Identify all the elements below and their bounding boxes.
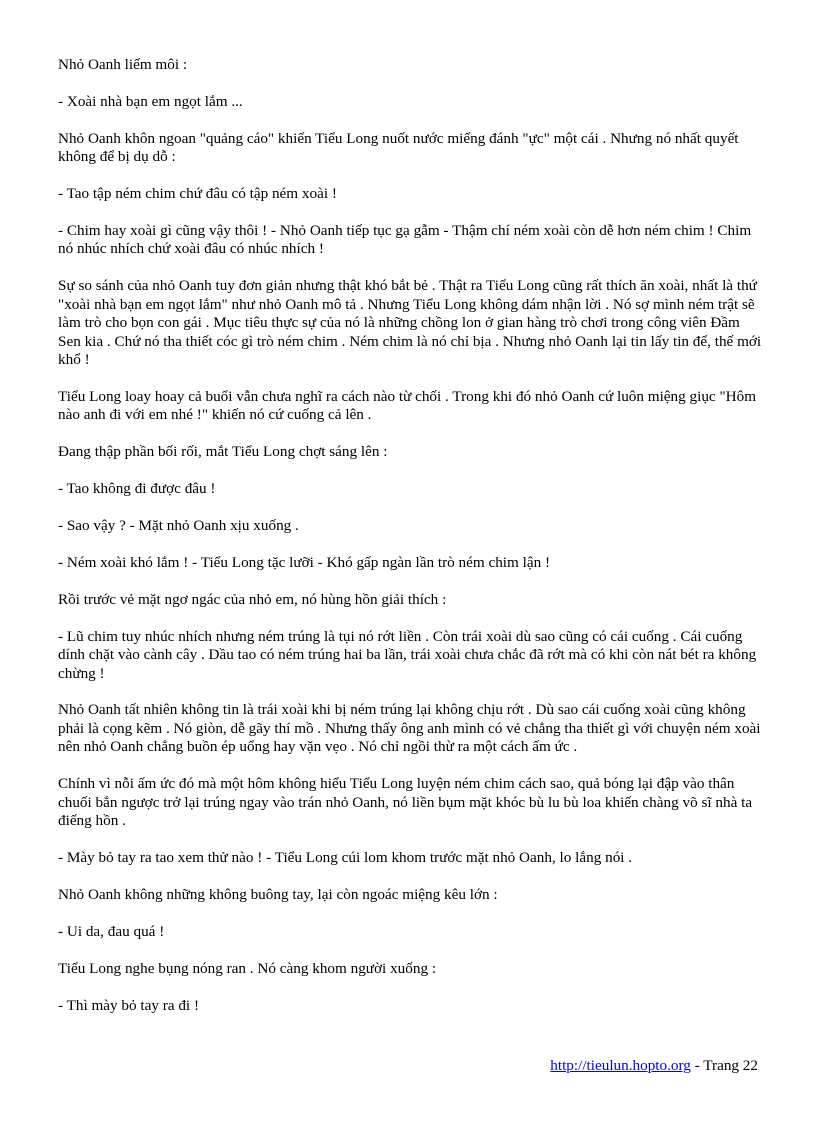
- paragraph: Nhỏ Oanh không những không buông tay, lại còn ngoác miệng kêu lớn :: [58, 885, 498, 903]
- paragraph: - Xoài nhà bạn em ngọt lắm ...: [58, 92, 243, 110]
- paragraph: - Tao tập ném chim chứ đâu có tập ném xoài !: [58, 185, 337, 203]
- source-link[interactable]: http://tieulun.hopto.org: [550, 1057, 691, 1074]
- page-number: - Trang 22: [690, 1057, 758, 1074]
- paragraph: - Mày bỏ tay ra tao xem thử nào ! - Tiểu Long cúi lom khom trước mặt nhỏ Oanh, lo lắng nói .: [58, 848, 633, 866]
- paragraph: - Lũ chim tuy nhúc nhích nhưng ném trúng là tụi nó rớt liền . Còn trái xoài dù sao cũng có cái cuống . Cái cuống dính chặt vào cành cây . Dầu tao có ném trúng hai ba lần, trái xoài chưa chắc đã rớt mà có khi còn nát bét ra không chừng !: [58, 627, 757, 682]
- paragraph: Sự so sánh của nhỏ Oanh tuy đơn giản nhưng thật khó bắt bẻ . Thật ra Tiểu Long cũng rất thích ăn xoài, nhất là thứ "xoài nhà bạn em ngọt lắm" như nhỏ Oanh mô tả . Nhưng Tiểu Long không dám nhận lời . Nó sợ mình ném trật sẽ làm trò cho bọn con gái . Mục tiêu thực sự của nó là những chồng lon ở gian hàng trò chơi trong công viên Đầm Sen kia . Chứ nó tha thiết cóc gì trò ném chim . Ném chim là nó chỉ bịa . Nhưng nhỏ Oanh lại tin lấy tin để, thế mới khổ !: [58, 277, 762, 368]
- paragraph: Nhỏ Oanh tất nhiên không tin là trái xoài khi bị ném trúng lại không chịu rớt . Dù sao cái cuống xoài cũng không phải là cọng kẽm . Nó giòn, dễ gãy thí mồ . Nhưng thấy ông anh mình có vẻ chẳng tha thiết gì với chuyện ném xoài nên nhỏ Oanh chẳng buồn ép uổng hay vặn vẹo . Nó chỉ ngồi thừ ra một cách ấm ức .: [58, 701, 761, 756]
- paragraph: Tiểu Long loay hoay cả buổi vẫn chưa nghĩ ra cách nào từ chối . Trong khi đó nhỏ Oanh cứ luôn miệng giục "Hôm nào anh đi với em nhé !" khiến nó cứ cuống cả lên .: [58, 387, 757, 424]
- paragraph: Rồi trước vẻ mặt ngơ ngác của nhỏ em, nó hùng hồn giải thích :: [58, 590, 447, 608]
- paragraph: - Tao không đi được đâu !: [58, 480, 216, 498]
- paragraph: Chính vì nỗi ấm ức đó mà một hôm không hiểu Tiểu Long luyện ném chim cách sao, quả bóng lại đập vào thân chuối bắn ngược trở lại trúng ngay vào trán nhỏ Oanh, nó liền bụm mặt khóc bù lu bù loa khiến chàng võ sĩ nhà ta điếng hồn .: [58, 775, 753, 829]
- paragraph: Đang thập phần bối rối, mắt Tiểu Long chợt sáng lên :: [58, 443, 388, 461]
- page-body: [58, 56, 763, 1033]
- paragraph: - Ui da, đau quá !: [58, 922, 165, 940]
- paragraph: Tiểu Long nghe bụng nóng ran . Nó càng khom người xuống :: [58, 959, 437, 977]
- paragraph: - Thì mày bỏ tay ra đi !: [58, 996, 200, 1014]
- paragraph: Nhỏ Oanh khôn ngoan "quảng cáo" khiến Tiểu Long nuốt nước miếng đánh "ực" một cái . Nhưng nó nhất quyết không để bị dụ dỗ :: [58, 129, 739, 166]
- paragraph: - Sao vậy ? - Mặt nhỏ Oanh xịu xuống .: [58, 517, 299, 534]
- paragraph: - Ném xoài khó lắm ! - Tiểu Long tặc lưỡi - Khó gấp ngàn lần trò ném chim lận !: [58, 553, 551, 571]
- paragraph: Nhỏ Oanh liếm môi :: [58, 56, 188, 73]
- page-footer: [550, 1057, 758, 1075]
- paragraph: - Chim hay xoài gì cũng vậy thôi ! - Nhỏ Oanh tiếp tục gạ gẫm - Thậm chí ném xoài còn dễ hơn ném chim ! Chim nó nhúc nhích chứ xoài đâu có nhúc nhích !: [58, 222, 752, 258]
